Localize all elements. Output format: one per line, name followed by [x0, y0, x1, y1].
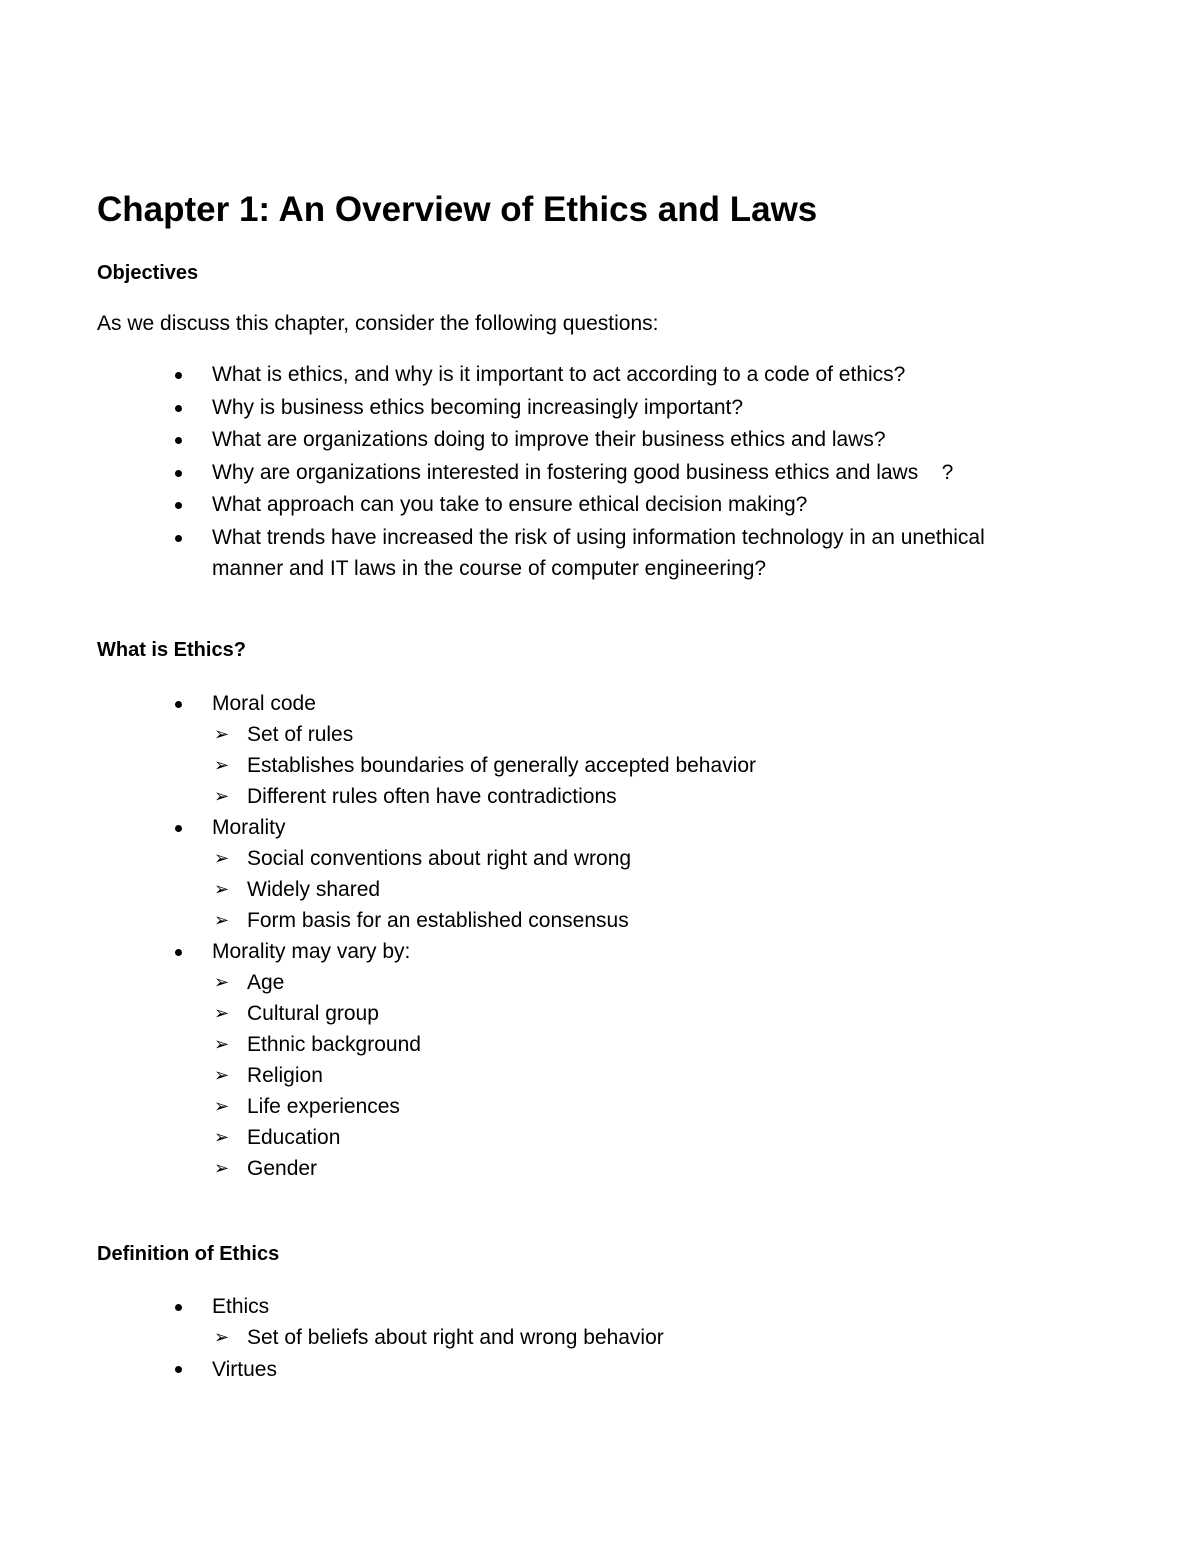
list-item: Virtues [0, 1353, 1012, 1386]
objectives-list [0, 359, 1012, 584]
sub-list [212, 719, 1012, 812]
list-item: Ethics ➢ Set of beliefs about right and wrong behavior [0, 1291, 1012, 1353]
sub-list-item: ➢ Cultural group [212, 998, 1012, 1029]
sub-list-item: ➢ Religion [212, 1060, 1012, 1091]
bullet-icon [175, 825, 182, 832]
sub-list [212, 967, 1012, 1184]
sub-list-item: ➢ Age [212, 967, 1012, 998]
sub-list-item: ➢ Life experiences [212, 1091, 1012, 1122]
list-item: Morality may vary by: ➢ Age ➢ Cultural group ➢ Ethnic background ➢ Religion ➢ Life experiences ➢ Education ➢ Gender [0, 936, 1012, 1184]
arrowhead-bullet-icon: ➢ [214, 910, 230, 930]
what-is-ethics-heading: What is Ethics? [97, 639, 246, 661]
arrowhead-bullet-icon: ➢ [214, 1065, 230, 1085]
arrowhead-bullet-icon: ➢ [214, 972, 230, 992]
arrowhead-bullet-icon: ➢ [214, 1127, 230, 1147]
bullet-icon [175, 949, 182, 956]
bullet-icon [175, 535, 182, 542]
bullet-icon [175, 701, 182, 708]
arrowhead-bullet-icon: ➢ [214, 1003, 230, 1023]
sub-list-item: ➢ Different rules often have contradictions [212, 781, 1012, 812]
arrowhead-bullet-icon: ➢ [214, 786, 230, 806]
sub-list-item: ➢ Establishes boundaries of generally accepted behavior [212, 750, 1012, 781]
objectives-heading: Objectives [97, 262, 199, 284]
sub-list-item: ➢ Set of beliefs about right and wrong behavior [212, 1322, 1012, 1353]
arrowhead-bullet-icon: ➢ [214, 1158, 230, 1178]
list-item: What trends have increased the risk of using information technology in an unethical manner and IT laws in the course of computer engineering? [0, 522, 1012, 584]
list-item: What is ethics, and why is it important to act according to a code of ethics? [0, 359, 1012, 392]
sub-list-item: ➢ Set of rules [212, 719, 1012, 750]
arrowhead-bullet-icon: ➢ [214, 755, 230, 775]
objectives-intro: As we discuss this chapter, consider the following questions: [97, 312, 659, 335]
bullet-icon [175, 437, 182, 444]
what-is-ethics-list [0, 688, 1012, 1184]
list-item: Why are organizations interested in fostering good business ethics and laws ? [0, 457, 1012, 490]
sub-list-item: ➢ Widely shared [212, 874, 1012, 905]
bullet-icon [175, 372, 182, 379]
list-item: What are organizations doing to improve their business ethics and laws? [0, 424, 1012, 457]
bullet-icon [175, 405, 182, 412]
sub-list-item: ➢ Ethnic background [212, 1029, 1012, 1060]
sub-list-item: ➢ Social conventions about right and wrong [212, 843, 1012, 874]
sub-list-item: ➢ Education [212, 1122, 1012, 1153]
list-item: Morality ➢ Social conventions about right and wrong ➢ Widely shared ➢ Form basis for an established consensus [0, 812, 1012, 936]
arrowhead-bullet-icon: ➢ [214, 1327, 230, 1347]
list-item: What approach can you take to ensure ethical decision making? [0, 489, 1012, 522]
arrowhead-bullet-icon: ➢ [214, 879, 230, 899]
definition-of-ethics-list [0, 1291, 1012, 1386]
list-item: Moral code ➢ Set of rules ➢ Establishes boundaries of generally accepted behavior ➢ Different rules often have contradictions [0, 688, 1012, 812]
bullet-icon [175, 470, 182, 477]
bullet-icon [175, 502, 182, 509]
list-item: Why is business ethics becoming increasingly important? [0, 392, 1012, 425]
bullet-icon [175, 1366, 182, 1373]
sub-list-item: ➢ Gender [212, 1153, 1012, 1184]
sub-list-item: ➢ Form basis for an established consensus [212, 905, 1012, 936]
bullet-icon [175, 1304, 182, 1311]
arrowhead-bullet-icon: ➢ [214, 724, 230, 744]
definition-of-ethics-heading: Definition of Ethics [97, 1243, 280, 1265]
sub-list [212, 1322, 1012, 1353]
arrowhead-bullet-icon: ➢ [214, 1034, 230, 1054]
page-title: Chapter 1: An Overview of Ethics and Laws [97, 190, 818, 229]
sub-list [212, 843, 1012, 936]
arrowhead-bullet-icon: ➢ [214, 1096, 230, 1116]
arrowhead-bullet-icon: ➢ [214, 848, 230, 868]
